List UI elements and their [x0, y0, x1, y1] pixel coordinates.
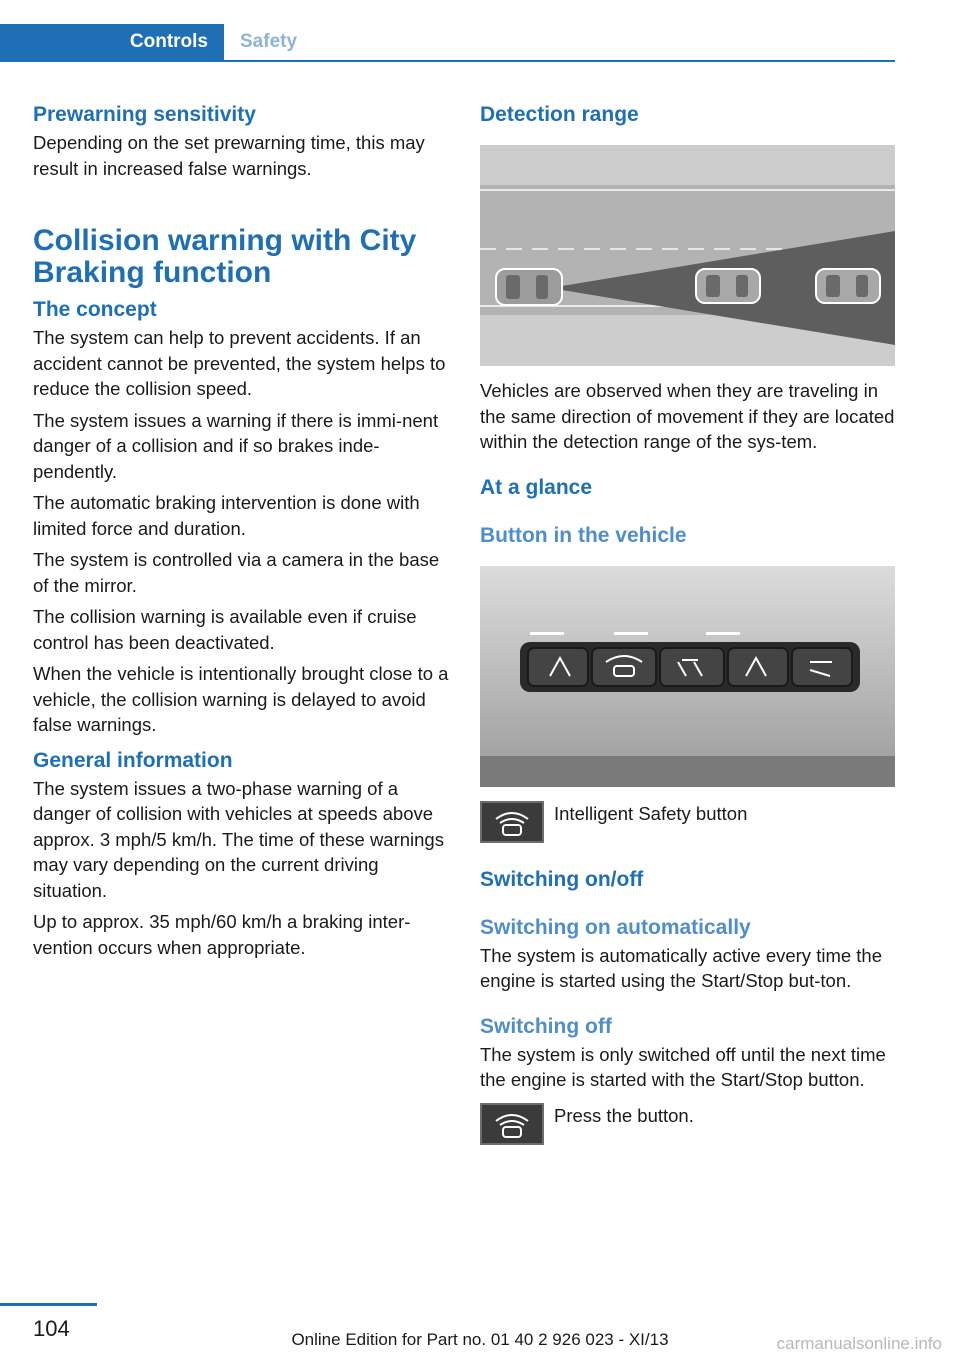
prewarning-heading: Prewarning sensitivity: [33, 103, 256, 126]
intelligent-safety-icon: [480, 801, 544, 843]
concept-heading: The concept: [33, 298, 157, 321]
tab-controls[interactable]: Controls: [0, 24, 224, 60]
general-paragraph: The system issues a two-phase warning of a danger of collision with vehicles at speeds above approx. 3 mph/5 km/h. The time of these warnings may vary depending on the current driving situation.: [33, 777, 444, 901]
left-column: [33, 100, 451, 966]
concept-paragraph: The system is controlled via a camera in the base of the mirror.: [33, 549, 440, 596]
watermark: carmanualsonline.info: [776, 1334, 942, 1353]
car-ahead-2: [816, 269, 880, 303]
general-heading: General information: [33, 748, 233, 772]
page-number: 104: [33, 1316, 70, 1341]
off-heading: Switching off: [480, 1014, 612, 1038]
right-column: [480, 100, 895, 1167]
car-ahead-1: [696, 269, 760, 303]
glance-heading: At a glance: [480, 475, 593, 499]
road-illustration: [480, 145, 895, 366]
button-caption: Intelligent Safety button: [554, 802, 748, 824]
general-paragraph: Up to approx. 35 mph/60 km/h a braking inter-vention occurs when appropriate.: [33, 911, 411, 958]
button-heading: Button in the vehicle: [480, 523, 687, 547]
console-illustration: [480, 566, 895, 787]
auto-text: The system is automatically active every time the engine is started using the Start/Stop but-ton.: [480, 944, 883, 991]
concept-paragraph: When the vehicle is intentionally brought close to a vehicle, the collision warning is delayed to avoid false warnings.: [33, 663, 449, 735]
press-button-row: [480, 1103, 895, 1145]
auto-heading: Switching on automatically: [480, 915, 751, 939]
concept-paragraph: The system issues a warning if there is immi-nent danger of a collision and if so brakes inde-pendently.: [33, 409, 439, 482]
switching-heading: Switching on/off: [480, 867, 644, 891]
intelligent-safety-button-row: [480, 801, 895, 843]
prewarning-text: Depending on the set prewarning time, this may result in increased false warnings.: [33, 132, 425, 179]
off-text: The system is only switched off until the next time the engine is started with the Start/Stop button.: [480, 1043, 886, 1090]
edition-text: Online Edition for Part no. 01 40 2 926 023 - XI/13: [291, 1330, 669, 1349]
tab-safety[interactable]: Safety: [240, 31, 298, 52]
detection-range-figure: [480, 145, 895, 366]
main-heading: Collision warning with City Braking function: [33, 224, 417, 289]
console-figure: [480, 566, 895, 787]
concept-paragraph: The automatic braking intervention is done with limited force and duration.: [33, 492, 420, 539]
car-own: [496, 269, 562, 305]
concept-paragraph: The collision warning is available even if cruise control has been deactivated.: [33, 606, 417, 653]
footer-rule: [0, 1303, 97, 1306]
intelligent-safety-icon: [480, 1103, 544, 1145]
concept-paragraph: The system can help to prevent accidents. If an accident cannot be prevented, the system helps to reduce the collision speed.: [33, 327, 446, 399]
detection-heading: Detection range: [480, 103, 639, 126]
press-caption: Press the button.: [554, 1104, 694, 1126]
chapter-tabs: [0, 24, 895, 62]
detection-text: Vehicles are observed when they are traveling in the same direction of movement if they are located within the detection range of the sys-tem.: [480, 380, 895, 452]
